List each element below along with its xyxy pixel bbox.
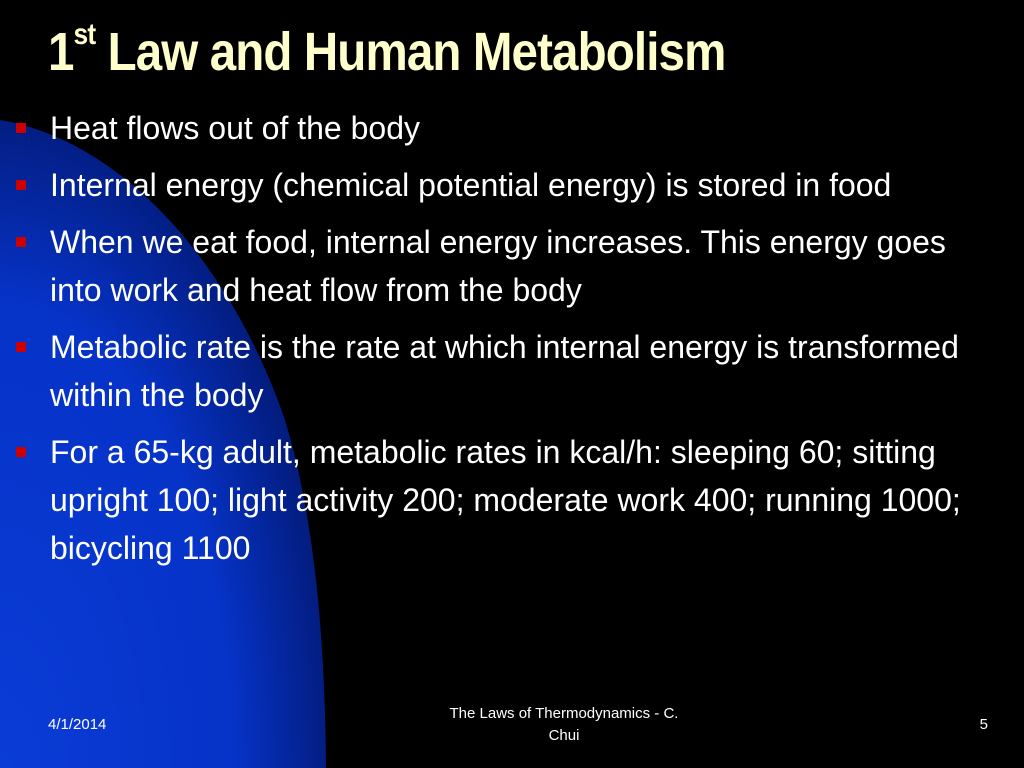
bullet-text: Metabolic rate is the rate at which internal energy is transformed within the body [50, 329, 959, 413]
bullet-text: When we eat food, internal energy increases. This energy goes into work and heat flow from the body [50, 224, 946, 308]
bullet-text: Heat flows out of the body [50, 110, 420, 146]
slide-title [48, 12, 725, 92]
footer-title-line-1: The Laws of Thermodynamics - C. [449, 705, 679, 722]
footer-title-line-2: Chui [548, 727, 580, 744]
list-item [16, 323, 1006, 419]
list-item [16, 428, 1006, 572]
bullet-text: For a 65-kg adult, metabolic rates in kcal/h: sleeping 60; sitting upright 100; light activity 200; moderate work 400; running 1000; bicycling 1100 [50, 434, 961, 566]
bullet-text: Internal energy (chemical potential energy) is stored in food [50, 167, 892, 203]
bullet-square-icon [16, 104, 50, 152]
bullet-square-icon [16, 428, 50, 476]
bullet-list [16, 104, 1006, 581]
bullet-square-icon [16, 323, 50, 371]
page-number: 5 [979, 716, 988, 733]
list-item [16, 218, 1006, 314]
title-text: Law and Human Metabolism [95, 22, 726, 82]
footer-title [404, 703, 724, 747]
title-number: 1 [48, 22, 74, 82]
bullet-square-icon [16, 218, 50, 266]
list-item [16, 161, 1006, 209]
bullet-square-icon [16, 161, 50, 209]
title-superscript: st [73, 18, 96, 51]
footer-date: 4/1/2014 [48, 716, 107, 733]
list-item [16, 104, 1006, 152]
